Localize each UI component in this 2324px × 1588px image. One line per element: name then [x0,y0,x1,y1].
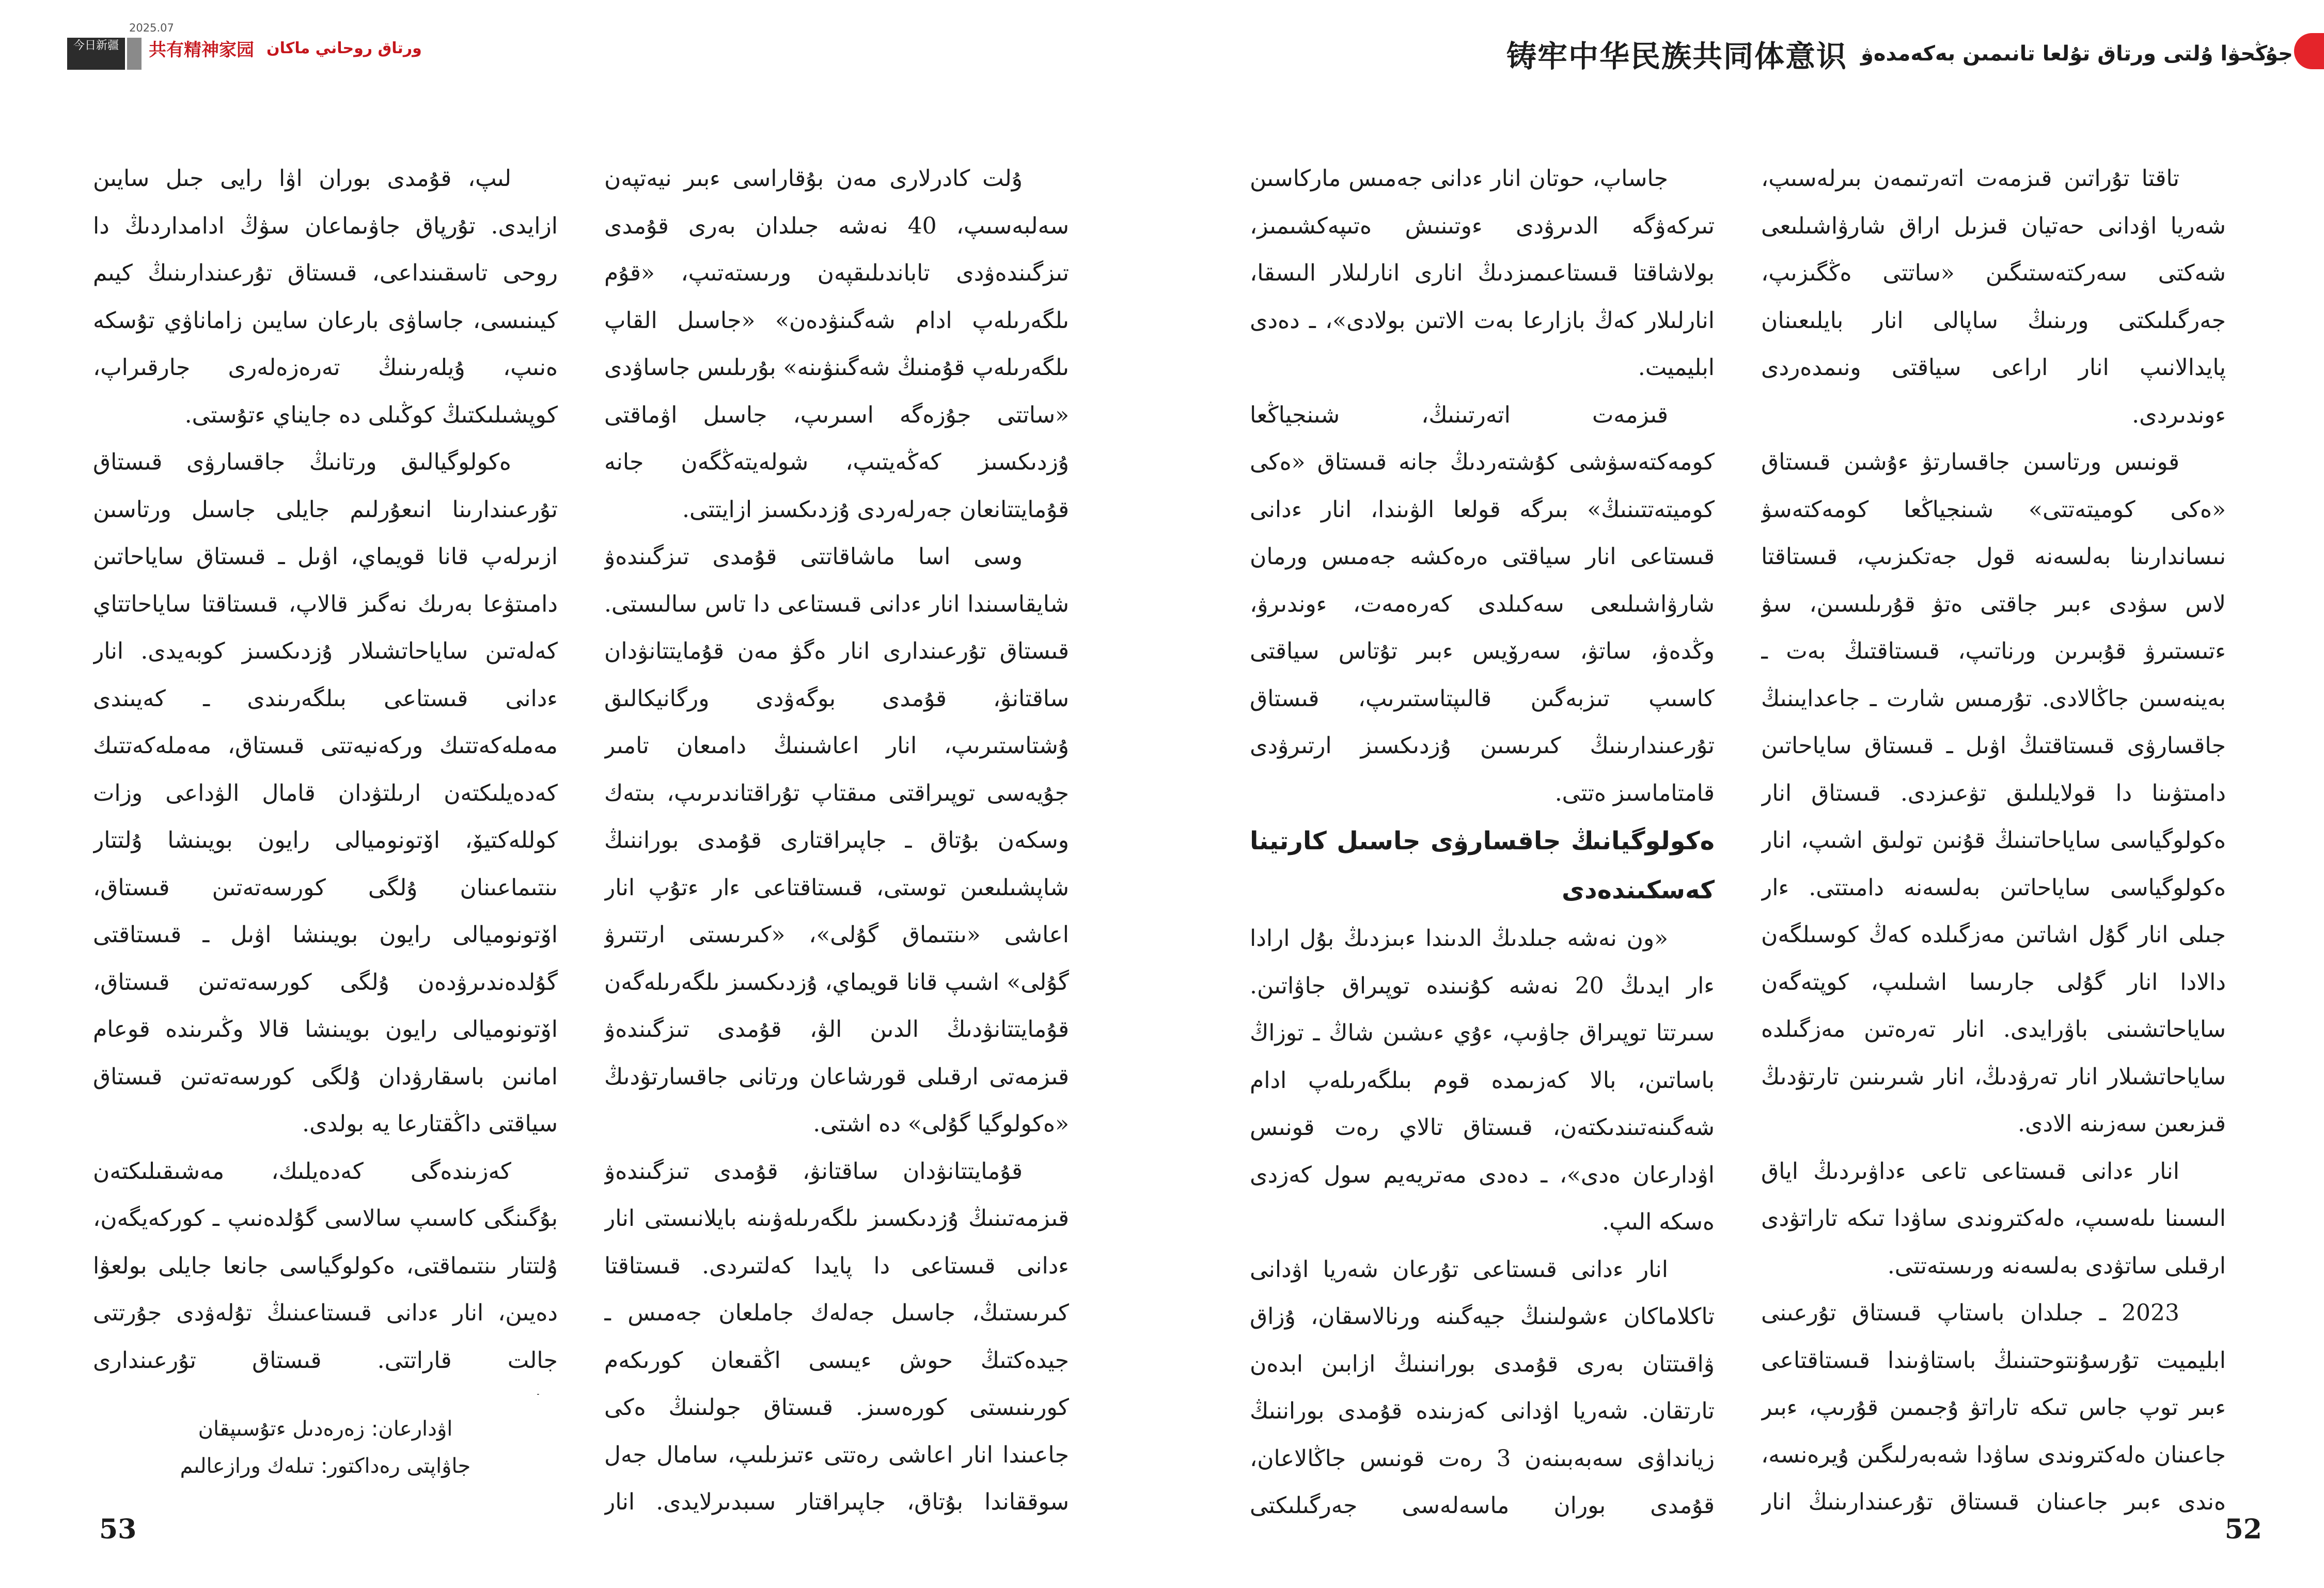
text-column-4 [93,155,558,1395]
section-title-chinese-right: 铸牢中华民族共同体意识 [1506,39,1848,74]
paragraph: قىزمەت اتەرتىنىڭ، شىنجياڭعا كومەكتەسۋشى كۇشتەردىڭ جانە قىستاق «ەكى كوميتەتتىنىڭ» بىرگە قولعا الۋىندا، انار ءدانى قىستاعى انار سياقتى ەرەكشە جەمىس ورمان شارۋاشىلىعى سەكىلدى كەرەمەت، ءوندىرۋ، وڭدەۋ، ساتۋ، سەرۆيس ءبىر تۇتاس سياقتى كاسىپ تىزبەگىن قالىپتاستىرىپ، قىستاق تۇرعىندارىنىڭ كىرىسىن ۇزدىكسىز ارتىرۋدى قامتاماسىز ەتتى. [1250,401,1715,806]
paragraph: ۇلت كادرلارى مەن بۇقاراسى ءبىر نيەتپەن سەلبەسىپ، 40 نەشە جىلدان بەرى قۇمدى تىزگىندەۋدى تاباندىلىقپەن ورىستەتىپ، «قۇم ىلگەرىلەپ ادام شەگىنۋدەن» «جاسىل القاپ ىلگەرىلەپ قۇمنىڭ شەگىنۋىنە» بۇرىلىس جاساۋدى «ساتتى جۇزەگە اسىرىپ، جاسىل اۋماقتى ۇزدىكسىز كەڭەيتىپ، شولەيتەڭگەن جانە قۇمايتتانعان جەرلەردى ۇزدىكسىز ازايتتى. [604,165,1069,523]
page-tab-marker [2294,33,2324,69]
paragraph: قۇمايتتانۋدان ساقتانۋ، قۇمدى تىزگىندەۋ قىزمەتىنىڭ ۇزدىكسىز ىلگەرىلەۋىنە بايلانىستى انار ءدانى قىستاعى دا پايدا كەلتىردى. قىستاقتا كىرىستىڭ، جاسىل جەلەك جاملعان جەمىس ـ جيدەكتىڭ حوش ءيىسى اڭقىعان كورىكەم كورىنىستى كورەسىز. قىستاق جولىنىڭ ەكى جاعىندا انار اعاشى رەتتى ءتىزىلىپ، سامال جەل سوققاندا بۇتاق، جاپىراقتار سىبدىرلايدى. انار [604,1158,1069,1515]
paragraph: قونىس ورتاسىن جاقسارتۋ ءۇشىن قىستاق «ەكى كوميتەتتى» شىنجياڭعا كومەكتەسۋ نىساندارىنا بەلسەنە قول جەتكىزىپ، قىستاقتا لاس سۋدى ءبىر جاقتى ەتۋ قۇرىلىسىن، سۋ ءتىستىرۋ قۇبىرىن ورناتىپ، قىستاقتىڭ بەت ـ بەينەسىن جاڭالادى. تۇرمىس شارت ـ جاعدايىنىڭ جاقسارۋى قىستاقتىڭ اۋىل ـ قىستاق ساياحاتىن دامىتۋىنا دا قولايلىلىق تۋعىزدى. قىستاق انار ەكولوگياسى ساياحاتىنىڭ قۇنىن تولىق اشىپ، انار ەكولوگياسى ساياحاتىن بەلسەنە دامىتتى. ءار جىلى انار گۇل اشاتىن مەزگىلدە كەڭ كوسىلگەن دالادا انار گۇلى جارىسا اشىلىپ، كوپتەگەن ساياحاتشىنى باۋرايدى. انار تەرەتىن مەزگىلدە ساياحاتشىلار انار تەرۋدىڭ، انار شىرىنىن تارتۋدىڭ قىزىعىن سەزىنە الادى. [1761,449,2226,1137]
section-title-chinese-left: 共有精神家园 [149,39,254,60]
section-title-uyghur-right: جۇڭحۋا ۇلتى ورتاق تۇلعا تانىمىن بەكەمدەۋ [1861,42,2293,66]
text-column-1 [1761,155,2226,1519]
paragraph: ەكولوگيالىق ورتانىڭ جاقسارۋى قىستاق تۇرعىندارىنا انىعۇرلىم جايلى جاسىل ورتاسىن ازىرلەپ قانا قويماي، اۋىل ـ قىستاق ساياحاتىن دامىتۋعا بەرىك نەگىز قالاپ، قىستاقتا ساياحاتتاي كەلەتىن ساياحاتشىلار ۇزدىكسىز كوبەيدى. انار ءدانى قىستاعى بىلگەرىندى ـ كەيىندى مەملەكەتتىك وركەنيەتتى قىستاق، مەملەكەتتىك كەدەيلىكتەن ارىلتۋدان قامال الۋداعى وزات كوللەكتيۆ، اۆتونوميالى رايون بويىنشا ۇلتتار ىنتىماعىنان ۇلگى كورسەتەتىن قىستاق، اۆتونوميالى رايون بويىنشا اۋىل ـ قىستاقتى گۇلدەندىرۋدەن ۇلگى كورسەتەتىن قىستاق، اۆتونوميالى رايون بويىنشا قالا وڭىرىندە قوعام امانىن باسقارۋدان ۇلگى كورسەتەتىن قىستاق سياقتى داڭقتارعا يە بولدى. [93,449,558,1137]
section-title-uyghur-left: ورتاق روحاني ماكان [266,39,422,57]
right-page-header [1506,28,2293,80]
paragraph: انار ءدانى قىستاعى تاعى ءداۋىردىڭ اياق الىسىنا ىلەسىپ، ەلەكتروندى ساۋدا تىكە تاراتۋدى ارقىلى ساتۋدى بەلسەنە ورىستەتتى. [1761,1158,2226,1279]
paragraph: وسى اسا ماشاقاتتى قۇمدى تىزگىندەۋ شايقاسىندا انار ءدانى قىستاعى دا تاس سالىستى. قىستاق تۇرعىندارى انار ەگۋ مەن قۇمايتتانۋدان ساقتانۋ، قۇمدى بوگەۋدى ورگانيكالىق ۇشتاستىرىپ، انار اعاشىنىڭ دامىعان تامىر جۇيەسى توپىراقتى مىقتاپ تۇراقتاندىرىپ، بىتەك وسكەن بۇتاق ـ جاپىراقتارى قۇمدى بوراننىڭ شاپشىلىعىن توستى، قىستاقتاعى ءار ءتۇپ انار اعاشى «ىنتىماق گۇلى»، «كىرىستى ارتتىرۋ گۇلى» اشىپ قانا قويماي، ۇزدىكسىز ىلگەرىلەگەن قۇمايتتانۋدىڭ الدىن الۋ، قۇمدى تىزگىندەۋ قىزمەتى ارقىلى قورشاعان ورتانى جاقسارتۋدىڭ «ەكولوگيا گۇلى» دە اشتى. [604,543,1069,1137]
page-number-left: 53 [99,1514,137,1545]
page-number-right: 52 [2224,1514,2262,1545]
paragraph: انار ءدانى قىستاعى تۇرعان شەريا اۋدانى تاكلاماكان ءشولىنىڭ جيەگىنە ورنالاسقان، ۇزاق ۋاقىتتان بەرى قۇمدى بورانىنىڭ ازابىن ابدەن تارتقان. شەريا اۋدانى كەزىندە قۇمدى بوراننىڭ زيانداۋى سەبەبىنەن 3 رەت قونىس جاڭالاعان، قۇمدى بوران ماسەلەسى جەرگىلىكتى [1250,1256,1715,1519]
translator-credit: اۋدارعان: زەرەدىل ءتۇسىپقان [198,1417,453,1441]
article-credits [93,1410,558,1485]
paragraph: لىپ، قۇمدى بوران اۋا رايى جىل سايىن ازايدى. تۇرپاق جاۋىماعان سۋڭ ادامداردىڭ دا روحى تاسقىنداعى، قىستاق تۇرعىندارىنىڭ كيىم كيىنىسى، جاساۋى بارعان سايىن زاماناۋي تۇسكە ەنىپ، ۇيلەرىنىڭ تەرەزەلەرى جارقىراپ، كوپشىلىكتىڭ كوڭىلى دە جايناي ءتۇستى. [93,165,558,428]
paragraph: «ون نەشە جىلدىڭ الدىندا ءبىزدىڭ بۇل ارادا ءار ايدىڭ 20 نەشە كۇنىندە توپىراق جاۋاتىن. سىرتتا توپىراق جاۋىپ، ءۇي ءىشىن شاڭ ـ توزاڭ باساتىن، بالا كەزىمدە قوم بىلگەرىلەپ ادام شەگىنەتىندىكتەن، قىستاق تالاي رەت قونىس اۋدارعان ەدى»، ـ دەدى مەتريەيم سول كەزدى ەسكە الىپ. [1250,925,1715,1235]
editor-credit: جاۋاپتى رەداكتور: تىلەك ورازعالىم [180,1454,471,1478]
logo-accent [127,38,142,70]
paragraph: جاساپ، حوتان انار ءدانى جەمىس ماركاسىن تىركەۋگە الدىرۋدى ءوتىنىش ەتىپەكشىمىز، بولاشاقتا قىستاعىمىزدىڭ انارى انارلىلار الىسقا، انارلىلار كەڭ بازارعا بەت الاتىن بولادى»، ـ دەدى ابليميت. [1250,165,1715,381]
left-page-header [67,35,422,72]
paragraph: 2023 ـ جىلدان باستاپ قىستاق تۇرعىنى ابليميت تۇرسۇنتوحتىنىڭ باستاۋىندا قىستاقتاعى ءبىر توپ جاس تىكە تاراتۋ ۇجىمىن قۇرىپ، ءبىر جاعىنان ەلەكتروندى ساۋدا شەبەرلىگىن ۇيرەنسە، ەندى ءبىر جاعىنان قىستاق تۇرعىندارىنىڭ انار [1761,1300,2226,1515]
text-column-2 [1250,155,1715,1519]
issue-date: 2025.07 [129,22,174,34]
magazine-logo: 今日新疆 [67,38,125,70]
final-paragraph-text: كەزىندەگى كەدەيلىك، مەشىقىلىكتەن بۇگىنگى كاسىپ سالاسى گۇلدەنىپ ـ كوركەيگەن، ۇلتتار ىنتىماقتى، ەكولوگياسى جانعا جايلى بولعۋا دەيىن، انار ءدانى قىستاعىنىڭ تۇلەۋدى جۇرتتى جالت قاراتتى. قىستاق تۇرعىندارى [93,1158,558,1374]
paragraph-final [93,1148,558,1395]
text-column-3 [604,155,1069,1519]
paragraph: تاقتا تۇراتىن قىزمەت اتەرتىمەن بىرلەسىپ، شەريا اۋدانى حەتيان قىزىل اراق شارۋاشىلىعى شەكتى سەركتەستىگىن «ساتتى ەڭگىزىپ، جەرگىلىكتى ورىنىڭ ساپالى انار بايلىعىنان پايدالانىپ انار اراعى سياقتى ونىمدەردى ءوندىردى. [1761,165,2226,428]
section-subheading: ەكولوگيانىڭ جاقسارۋى جاسىل كارتينا كەسكىندەدى [1250,827,1715,905]
